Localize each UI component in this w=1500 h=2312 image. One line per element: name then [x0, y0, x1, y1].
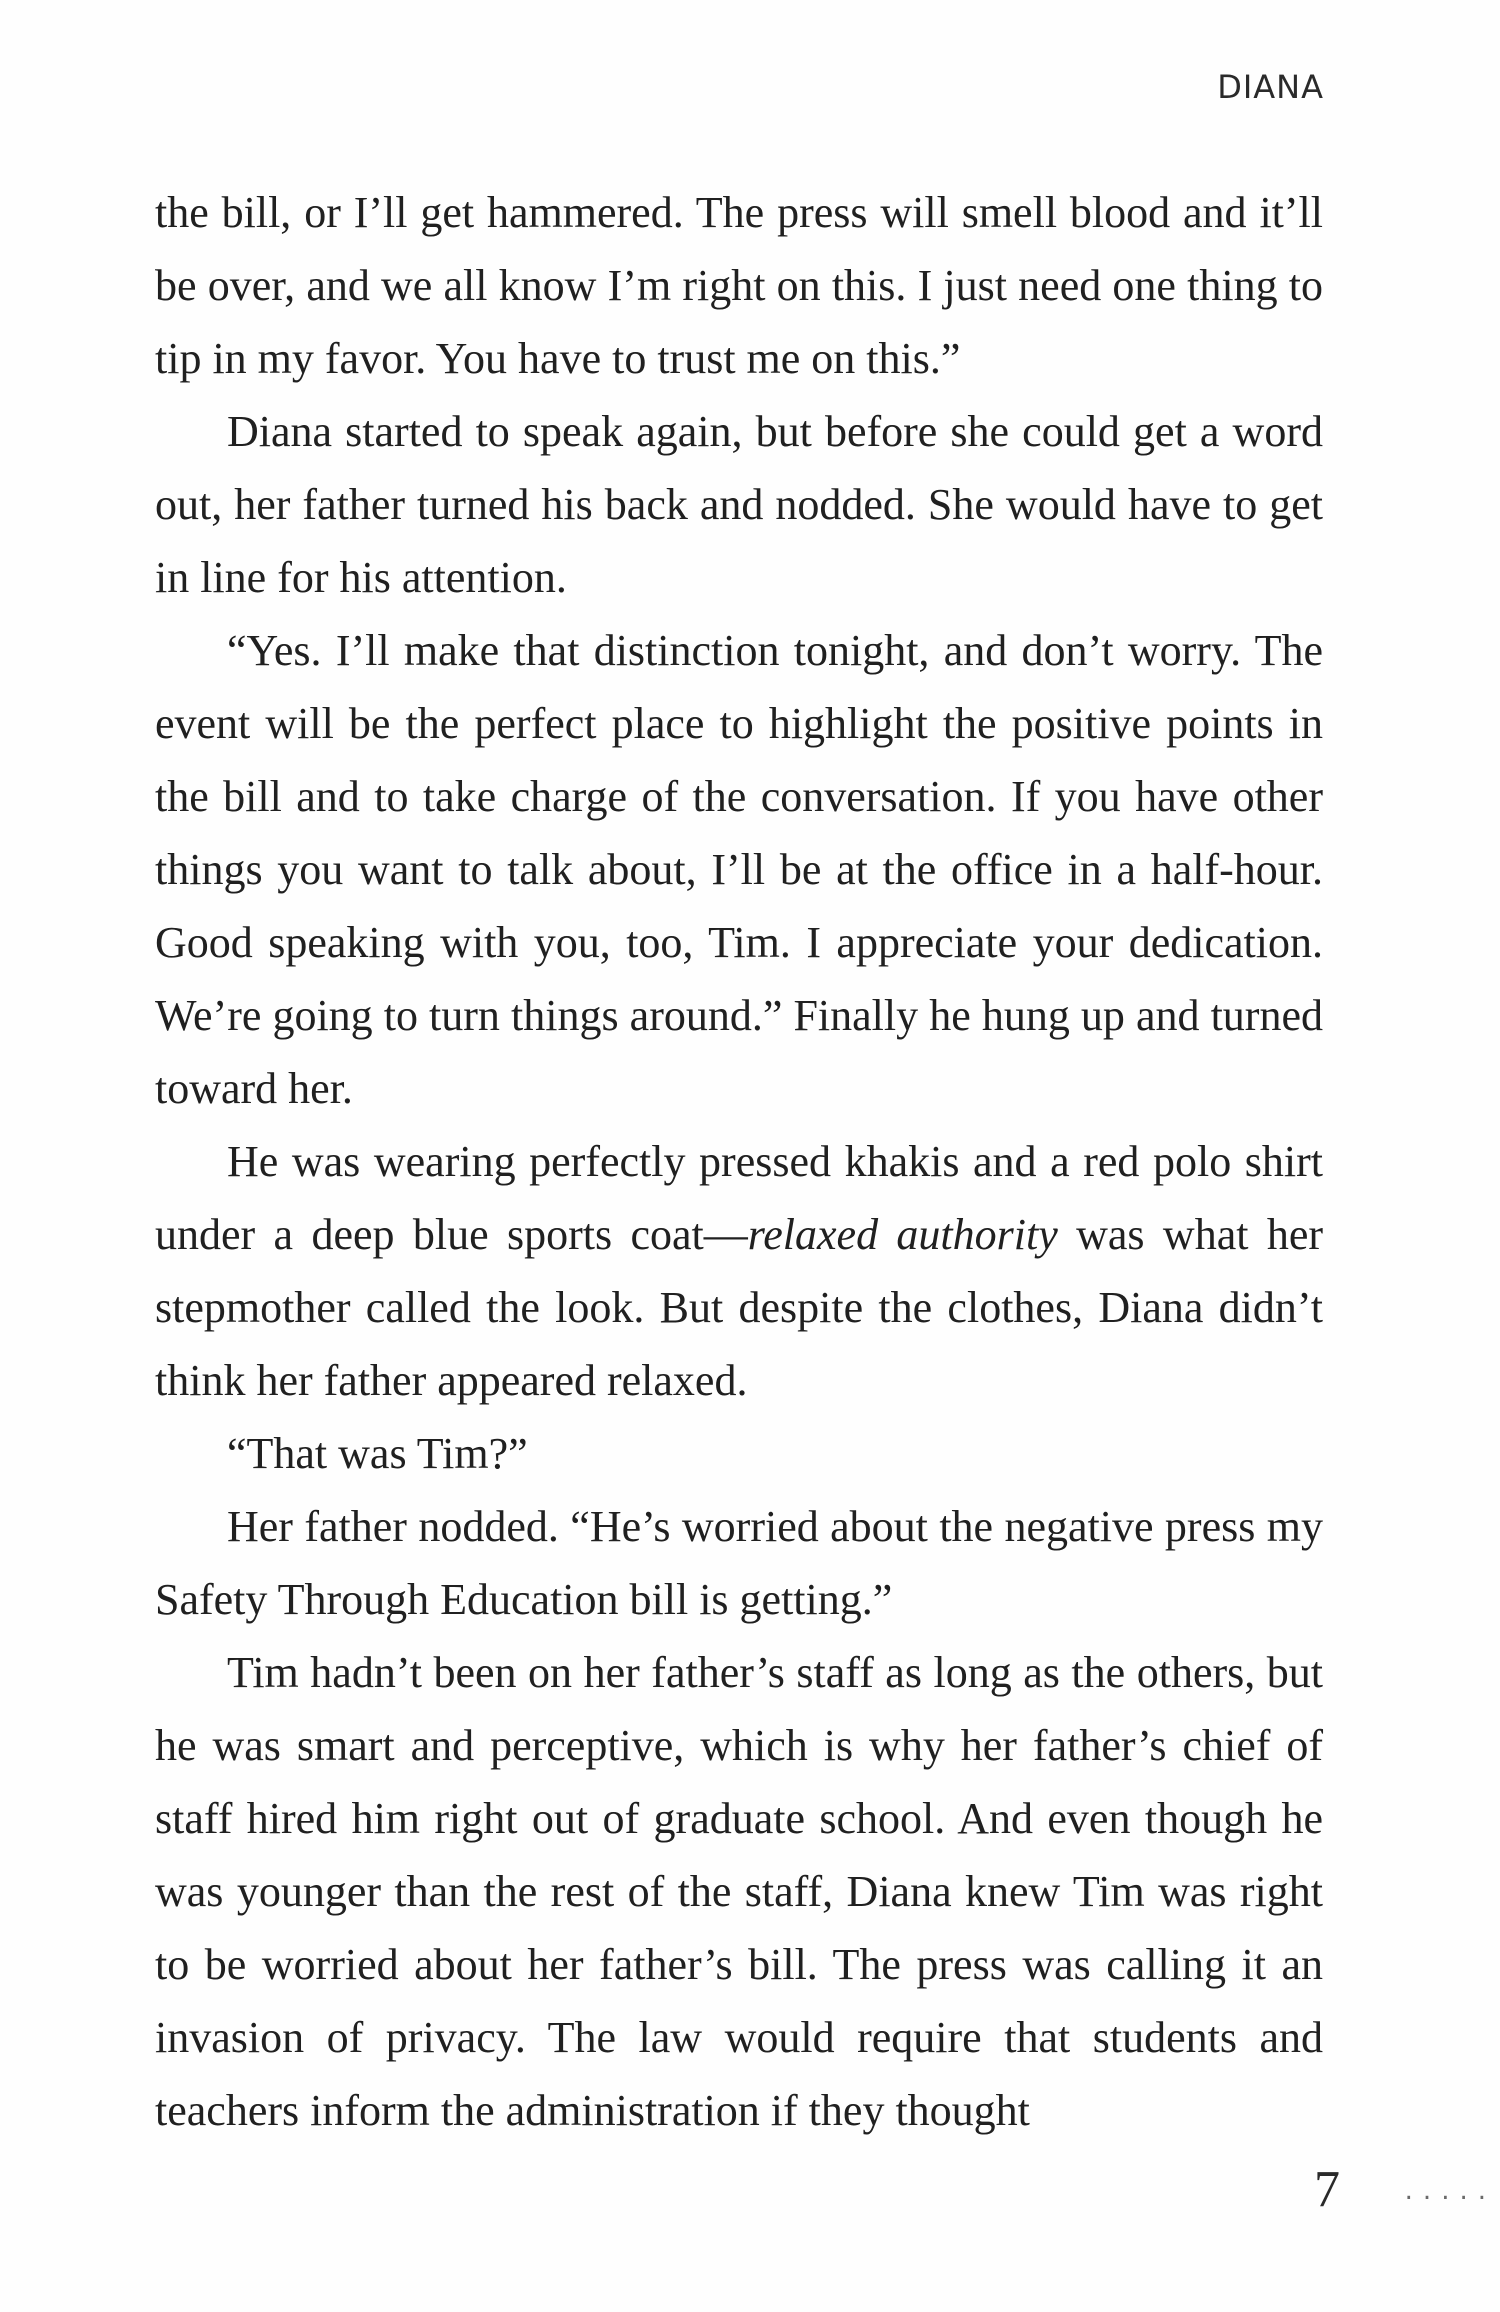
paragraph: “Yes. I’ll make that distinction tonight, and don’t worry. The event will be the perfect place to highlight the positive points in the bill and to take charge of the conversation. If you have other things you want to talk about, I’ll be at the office in a half-hour. Good speaking with you, too, Tim. I appreciate your dedication. We’re going to turn things around.” Finally he hung up and turned toward her.: [155, 626, 1323, 1113]
paragraph: Diana started to speak again, but before she could get a word out, her father turned his back and nodded. She would have to get in line for his attention.: [155, 407, 1323, 602]
running-header: DIANA: [1217, 68, 1324, 106]
paragraph: the bill, or I’ll get hammered. The press will smell blood and it’ll be over, and we all know I’m right on this. I just need one thing to tip in my favor. You have to trust me on this.”: [155, 188, 1323, 383]
decorative-dots: .....: [1404, 2176, 1496, 2206]
italic-phrase: relaxed authority: [747, 1210, 1058, 1259]
paragraph-text: was what her stepmother called the look. But despite the clothes, Diana didn’t think her father appeared relaxed.: [155, 1210, 1323, 1405]
paragraph: Her father nodded. “He’s worried about the negative press my Safety Through Education bill is getting.”: [155, 1502, 1323, 1624]
page-number: 7: [1314, 2161, 1340, 2218]
body-text: [155, 176, 1323, 2147]
paragraph-text: He was wearing perfectly pressed khakis and a red polo shirt under a deep blue sports coat—: [155, 1137, 1323, 1259]
paragraph: “That was Tim?”: [227, 1429, 528, 1478]
paragraph: Tim hadn’t been on her father’s staff as long as the others, but he was smart and perceptive, which is why her father’s chief of staff hired him right out of graduate school. And even though he was younger than the rest of the staff, Diana knew Tim was right to be worried about her father’s bill. The press was calling it an invasion of privacy. The law would require that students and teachers inform the administration if they thought: [155, 1648, 1323, 2135]
paragraph: [155, 1125, 1323, 1417]
